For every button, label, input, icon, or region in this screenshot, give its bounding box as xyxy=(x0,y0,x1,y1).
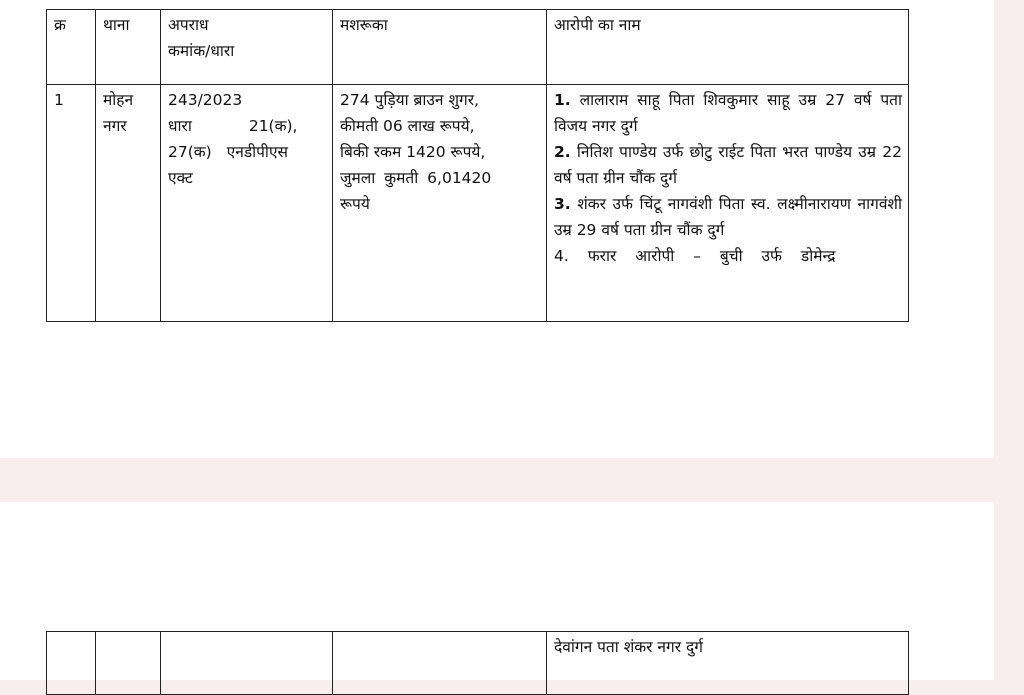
cell-accused-names xyxy=(547,85,909,322)
cell-crime-number-empty xyxy=(161,632,333,695)
table-row xyxy=(47,85,909,322)
accused-entry-4: 4. फरार आरोपी – बुची उर्फ डोमेन्द्र xyxy=(554,247,836,265)
accused-entry-1: 1. लालाराम साहू पिता शिवकुमार साहू उम्र 27 वर्ष पता विजय नगर दुर्ग xyxy=(554,91,902,135)
table-header-row xyxy=(47,10,909,85)
cell-accused-continued: देवांगन पता शंकर नगर दुर्ग xyxy=(547,632,909,695)
cell-seized-items-empty xyxy=(333,632,547,695)
header-crime-number: अपराध कमांक/धारा xyxy=(161,10,333,85)
cell-crime-number: 243/2023 धारा 21(क), 27(क) एनडीपीएस एक्ट xyxy=(161,85,333,322)
cell-station: मोहन नगर xyxy=(96,85,161,322)
cell-seized-items: 274 पुड़िया ब्राउन शुगर, कीमती 06 लाख रूपये, बिकी रकम 1420 रूपये, जुमला कुमती 6,01420 रूपये xyxy=(333,85,547,322)
header-accused-names: आरोपी का नाम xyxy=(547,10,909,85)
cell-station-empty xyxy=(96,632,161,695)
header-seized-items: मशरूका xyxy=(333,10,547,85)
table-row xyxy=(47,632,909,695)
header-station: थाना xyxy=(96,10,161,85)
accused-table-continued xyxy=(46,631,909,695)
header-serial: क्र xyxy=(47,10,96,85)
cell-serial: 1 xyxy=(47,85,96,322)
cell-serial-empty xyxy=(47,632,96,695)
page-margin-strip xyxy=(994,0,1024,680)
accused-entry-3: 3. शंकर उर्फ चिंटू नागवंशी पिता स्व. लक्ष्मीनारायण नागवंशी उम्र 29 वर्ष पता ग्रीन चौंक दुर्ग xyxy=(554,195,902,239)
accused-table xyxy=(46,9,909,322)
accused-entry-2: 2. नितिश पाण्डेय उर्फ छोटु राईट पिता भरत पाण्डेय उम्र 22 वर्ष पता ग्रीन चौंक दुर्ग xyxy=(554,143,902,187)
